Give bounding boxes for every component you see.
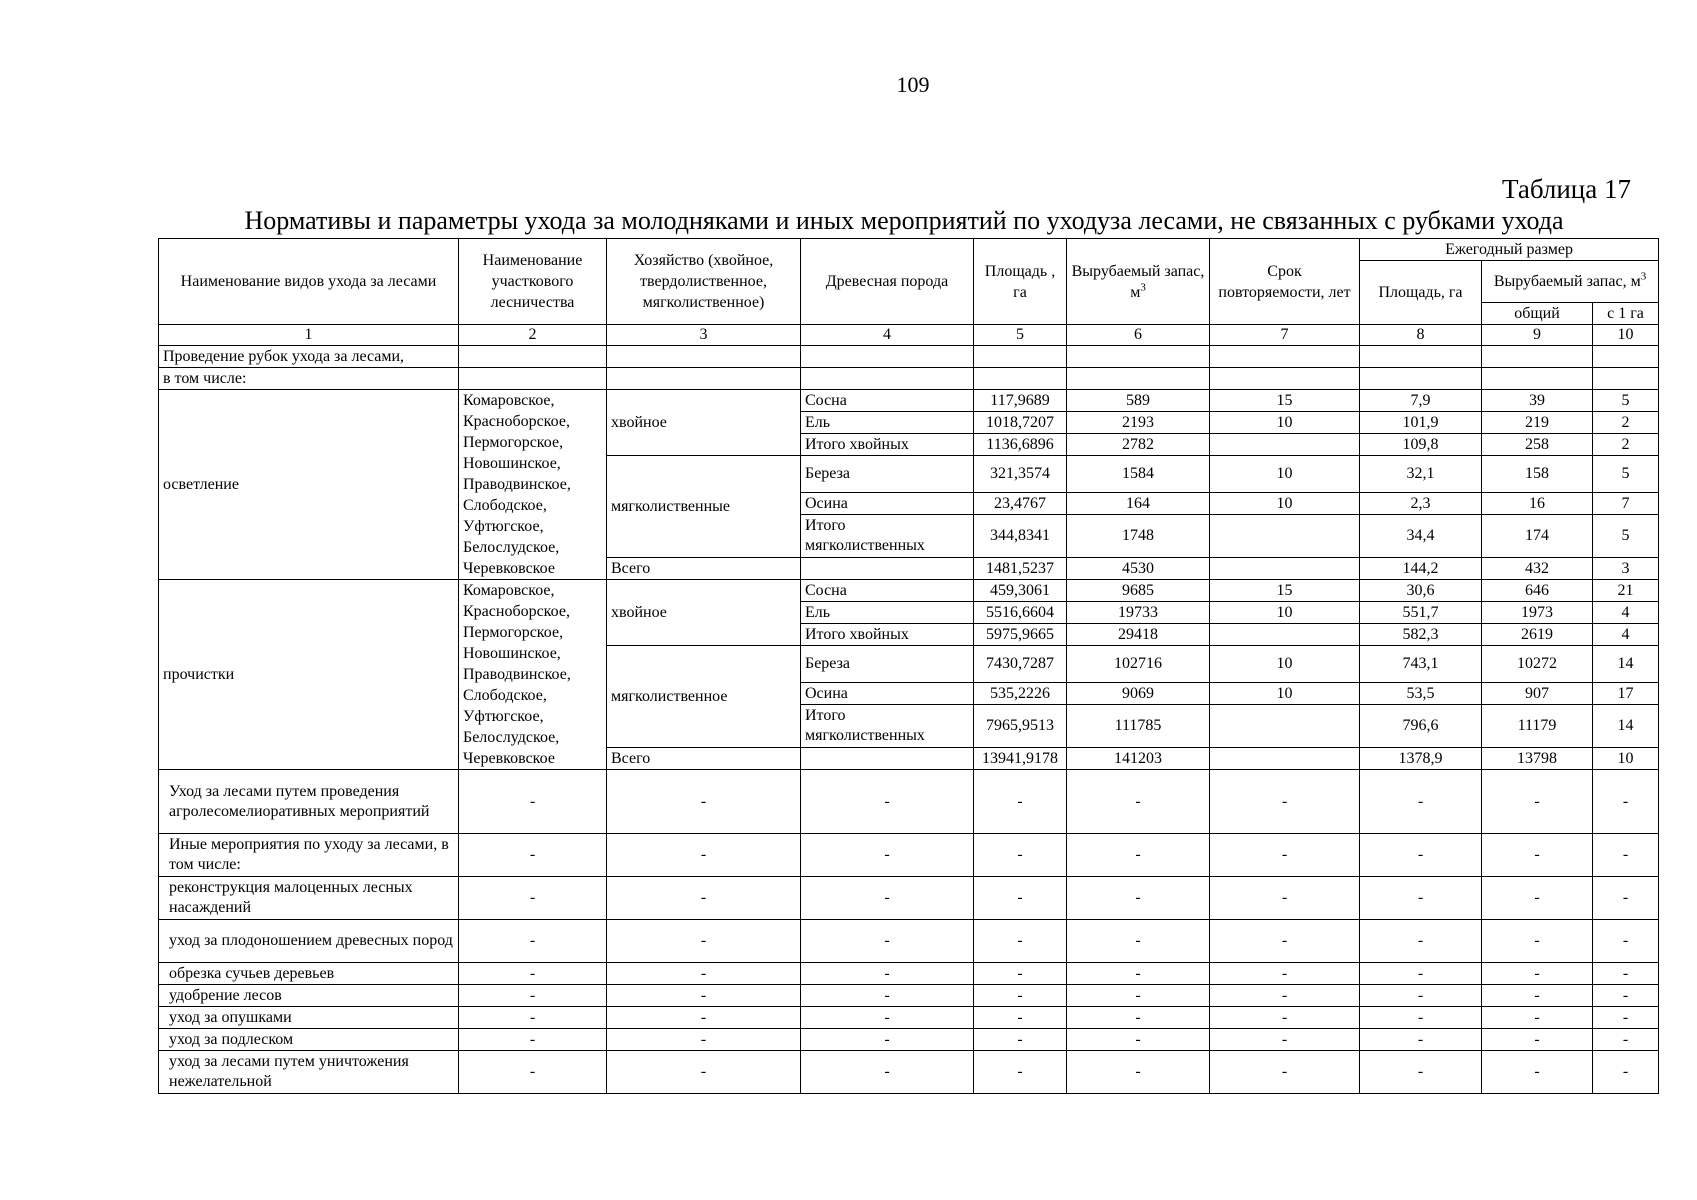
- species-cell: Ель: [801, 412, 974, 434]
- dash-cell: -: [1067, 834, 1210, 877]
- per-ha-cell: 17: [1593, 683, 1659, 705]
- species-cell: Береза: [801, 456, 974, 493]
- intro-line-1: Проведение рубок ухода за лесами,: [159, 346, 459, 368]
- table-row: [159, 963, 1659, 985]
- dash-cell: -: [1593, 920, 1659, 963]
- per-ha-cell: 14: [1593, 646, 1659, 683]
- dash-cell: -: [974, 877, 1067, 920]
- dash-cell: -: [1593, 877, 1659, 920]
- per-ha-cell: 10: [1593, 748, 1659, 770]
- per-ha-cell: 5: [1593, 456, 1659, 493]
- volume-cell: 2193: [1067, 412, 1210, 434]
- annual-total-cell: 39: [1482, 390, 1593, 412]
- dash-cell: -: [607, 1007, 801, 1029]
- species-cell: Итого хвойных: [801, 434, 974, 456]
- area-cell: 23,4767: [974, 493, 1067, 515]
- period-cell: 15: [1210, 580, 1360, 602]
- care-type-osvetlenie: осветление: [159, 390, 459, 580]
- header-area: Площадь , га: [974, 239, 1067, 325]
- activity-name: уход за лесами путем уничтожения нежелательной: [159, 1051, 459, 1094]
- dash-cell: -: [1593, 963, 1659, 985]
- dash-cell: -: [1482, 985, 1593, 1007]
- column-number: 6: [1067, 325, 1210, 346]
- area-cell: 13941,9178: [974, 748, 1067, 770]
- dash-cell: -: [1482, 877, 1593, 920]
- activity-name: уход за опушками: [159, 1007, 459, 1029]
- dash-cell: -: [1067, 877, 1210, 920]
- annual-total-cell: 432: [1482, 558, 1593, 580]
- column-number: 4: [801, 325, 974, 346]
- annual-area-cell: 32,1: [1360, 456, 1482, 493]
- period-cell: 10: [1210, 602, 1360, 624]
- dash-cell: -: [1593, 985, 1659, 1007]
- table-row: [159, 877, 1659, 920]
- species-cell: Сосна: [801, 390, 974, 412]
- activity-name: Уход за лесами путем проведения агролесомелиоративных мероприятий: [159, 770, 459, 834]
- dash-cell: -: [1210, 963, 1360, 985]
- dash-cell: -: [1593, 1007, 1659, 1029]
- dash-cell: -: [1482, 1007, 1593, 1029]
- volume-cell: 1748: [1067, 515, 1210, 558]
- species-cell: Ель: [801, 602, 974, 624]
- period-cell: 10: [1210, 412, 1360, 434]
- intro-line-2: в том числе:: [159, 368, 459, 390]
- area-cell: 7430,7287: [974, 646, 1067, 683]
- dash-cell: -: [459, 1007, 607, 1029]
- activity-name: реконструкция малоценных лесных насаждений: [159, 877, 459, 920]
- annual-area-cell: 743,1: [1360, 646, 1482, 683]
- activity-name: уход за плодоношением древесных пород: [159, 920, 459, 963]
- dash-cell: -: [1067, 770, 1210, 834]
- column-number: 3: [607, 325, 801, 346]
- volume-cell: 4530: [1067, 558, 1210, 580]
- farm-conifer: хвойное: [607, 390, 801, 456]
- area-cell: 321,3574: [974, 456, 1067, 493]
- dash-cell: -: [801, 1051, 974, 1094]
- dash-cell: -: [1593, 1029, 1659, 1051]
- dash-cell: -: [607, 1051, 801, 1094]
- dash-cell: -: [1210, 1007, 1360, 1029]
- annual-area-cell: 2,3: [1360, 493, 1482, 515]
- dash-cell: -: [1067, 920, 1210, 963]
- dash-cell: -: [459, 985, 607, 1007]
- table-row: [159, 580, 1659, 602]
- dash-cell: -: [1360, 920, 1482, 963]
- dash-cell: -: [459, 877, 607, 920]
- table-row: [159, 1051, 1659, 1094]
- period-cell: [1210, 515, 1360, 558]
- per-ha-cell: 3: [1593, 558, 1659, 580]
- forestries-osvetlenie: Комаровское, Красноборское, Пермогорское, Новошинское, Праводвинское, Слободское, Уфтюгское, Белослудское, Черевковское: [459, 390, 607, 580]
- total-label: Всего: [607, 558, 801, 580]
- dash-cell: -: [801, 985, 974, 1007]
- species-cell: Итого мягколиственных: [801, 515, 974, 558]
- annual-area-cell: 101,9: [1360, 412, 1482, 434]
- species-cell: Осина: [801, 493, 974, 515]
- period-cell: 10: [1210, 456, 1360, 493]
- per-ha-cell: 7: [1593, 493, 1659, 515]
- dash-cell: -: [607, 920, 801, 963]
- per-ha-cell: 5: [1593, 515, 1659, 558]
- dash-cell: -: [1210, 985, 1360, 1007]
- annual-total-cell: 13798: [1482, 748, 1593, 770]
- table-row: [159, 985, 1659, 1007]
- dash-cell: -: [1482, 1051, 1593, 1094]
- page-number: 109: [896, 72, 930, 97]
- volume-cell: 9685: [1067, 580, 1210, 602]
- header-farm: Хозяйство (хвойное, твердолиственное, мягколиственное): [607, 239, 801, 325]
- annual-area-cell: 582,3: [1360, 624, 1482, 646]
- species-cell: Осина: [801, 683, 974, 705]
- dash-cell: -: [1593, 770, 1659, 834]
- annual-area-cell: 53,5: [1360, 683, 1482, 705]
- volume-cell: 1584: [1067, 456, 1210, 493]
- column-numbers-row: [159, 325, 1659, 346]
- annual-total-cell: 11179: [1482, 705, 1593, 748]
- annual-total-cell: 16: [1482, 493, 1593, 515]
- dash-cell: -: [607, 963, 801, 985]
- activity-name: Иные мероприятия по уходу за лесами, в том числе:: [159, 834, 459, 877]
- dash-cell: -: [801, 920, 974, 963]
- dash-cell: -: [1482, 1029, 1593, 1051]
- dash-cell: -: [459, 963, 607, 985]
- annual-total-cell: 646: [1482, 580, 1593, 602]
- header-period: Срок повторяемости, лет: [1210, 239, 1360, 325]
- period-cell: 10: [1210, 646, 1360, 683]
- dash-cell: -: [1067, 985, 1210, 1007]
- dash-cell: -: [801, 834, 974, 877]
- dash-cell: -: [1210, 1029, 1360, 1051]
- dash-cell: -: [1360, 985, 1482, 1007]
- table-label: Таблица 17: [1502, 174, 1631, 204]
- dash-cell: -: [801, 1029, 974, 1051]
- activity-name: удобрение лесов: [159, 985, 459, 1007]
- period-cell: 15: [1210, 390, 1360, 412]
- area-cell: 535,2226: [974, 683, 1067, 705]
- column-number: 9: [1482, 325, 1593, 346]
- annual-area-cell: 796,6: [1360, 705, 1482, 748]
- dash-cell: -: [459, 1051, 607, 1094]
- per-ha-cell: 4: [1593, 602, 1659, 624]
- farm-soft: мягколиственное: [607, 646, 801, 748]
- annual-total-cell: 174: [1482, 515, 1593, 558]
- annual-area-cell: 7,9: [1360, 390, 1482, 412]
- area-cell: 344,8341: [974, 515, 1067, 558]
- annual-total-cell: 1973: [1482, 602, 1593, 624]
- dash-cell: -: [1360, 834, 1482, 877]
- area-cell: 1481,5237: [974, 558, 1067, 580]
- header-annual-volume: Вырубаемый запас, $м^3$: [1482, 261, 1659, 303]
- period-cell: [1210, 434, 1360, 456]
- column-number: 10: [1593, 325, 1659, 346]
- table-title: Нормативы и параметры ухода за молодняками и иных мероприятий по уходуза лесами, не связанных с рубками ухода: [244, 206, 1564, 235]
- volume-cell: 111785: [1067, 705, 1210, 748]
- per-ha-cell: 21: [1593, 580, 1659, 602]
- species-cell: Сосна: [801, 580, 974, 602]
- dash-cell: -: [974, 1051, 1067, 1094]
- volume-cell: 164: [1067, 493, 1210, 515]
- farm-conifer: хвойное: [607, 580, 801, 646]
- dash-cell: -: [1482, 770, 1593, 834]
- dash-cell: -: [1210, 877, 1360, 920]
- dash-cell: -: [1210, 1051, 1360, 1094]
- dash-cell: -: [801, 1007, 974, 1029]
- dash-cell: -: [801, 877, 974, 920]
- area-cell: 1136,6896: [974, 434, 1067, 456]
- annual-area-cell: 34,4: [1360, 515, 1482, 558]
- dash-cell: -: [1067, 963, 1210, 985]
- table-row: [159, 1007, 1659, 1029]
- volume-cell: 589: [1067, 390, 1210, 412]
- dash-cell: -: [1593, 834, 1659, 877]
- dash-cell: -: [974, 770, 1067, 834]
- annual-total-cell: 10272: [1482, 646, 1593, 683]
- header-annual: Ежегодный размер: [1360, 239, 1659, 261]
- annual-total-cell: 219: [1482, 412, 1593, 434]
- header-annual-area: Площадь, га: [1360, 261, 1482, 325]
- dash-cell: -: [974, 920, 1067, 963]
- dash-cell: -: [1593, 1051, 1659, 1094]
- dash-cell: -: [1210, 920, 1360, 963]
- dash-cell: -: [1210, 770, 1360, 834]
- dash-cell: -: [459, 834, 607, 877]
- header-per-ha: с 1 га: [1593, 303, 1659, 325]
- dash-cell: -: [1067, 1007, 1210, 1029]
- dash-cell: -: [974, 963, 1067, 985]
- table-row: [159, 834, 1659, 877]
- dash-cell: -: [974, 985, 1067, 1007]
- dash-cell: -: [974, 1029, 1067, 1051]
- dash-cell: -: [1482, 963, 1593, 985]
- period-cell: 10: [1210, 683, 1360, 705]
- header-forestry: Наименование участкового лесничества: [459, 239, 607, 325]
- dash-cell: -: [1360, 963, 1482, 985]
- dash-cell: -: [1210, 834, 1360, 877]
- area-cell: 7965,9513: [974, 705, 1067, 748]
- period-cell: [1210, 624, 1360, 646]
- annual-area-cell: 144,2: [1360, 558, 1482, 580]
- table-row: [159, 1029, 1659, 1051]
- annual-total-cell: 158: [1482, 456, 1593, 493]
- dash-cell: -: [1067, 1051, 1210, 1094]
- area-cell: 5516,6604: [974, 602, 1067, 624]
- total-label: Всего: [607, 748, 801, 770]
- dash-cell: -: [459, 770, 607, 834]
- dash-cell: -: [1360, 770, 1482, 834]
- table-row: [159, 346, 1659, 368]
- period-cell: [1210, 705, 1360, 748]
- species-cell: Итого мягколиственных: [801, 705, 974, 748]
- volume-cell: 2782: [1067, 434, 1210, 456]
- volume-cell: 19733: [1067, 602, 1210, 624]
- dash-cell: -: [1482, 920, 1593, 963]
- care-type-prochistki: прочистки: [159, 580, 459, 770]
- activity-name: обрезка сучьев деревьев: [159, 963, 459, 985]
- farm-soft: мягколиственные: [607, 456, 801, 558]
- column-number: 8: [1360, 325, 1482, 346]
- activity-name: уход за подлеском: [159, 1029, 459, 1051]
- forest-care-table: [158, 238, 1659, 1094]
- per-ha-cell: 4: [1593, 624, 1659, 646]
- header-care-type: Наименование видов ухода за лесами: [159, 239, 459, 325]
- dash-cell: -: [1360, 877, 1482, 920]
- area-cell: 459,3061: [974, 580, 1067, 602]
- annual-area-cell: 109,8: [1360, 434, 1482, 456]
- table-row: [159, 770, 1659, 834]
- dash-cell: -: [1067, 1029, 1210, 1051]
- volume-cell: 29418: [1067, 624, 1210, 646]
- dash-cell: -: [607, 1029, 801, 1051]
- dash-cell: -: [1360, 1029, 1482, 1051]
- dash-cell: -: [607, 834, 801, 877]
- area-cell: 117,9689: [974, 390, 1067, 412]
- dash-cell: -: [801, 963, 974, 985]
- dash-cell: -: [607, 985, 801, 1007]
- header-species: Древесная порода: [801, 239, 974, 325]
- column-number: 7: [1210, 325, 1360, 346]
- dash-cell: -: [1360, 1007, 1482, 1029]
- dash-cell: -: [459, 920, 607, 963]
- annual-area-cell: 551,7: [1360, 602, 1482, 624]
- dash-cell: -: [1482, 834, 1593, 877]
- area-cell: 1018,7207: [974, 412, 1067, 434]
- dash-cell: -: [974, 1007, 1067, 1029]
- header-volume: Вырубаемый запас, $м^3$: [1067, 239, 1210, 325]
- volume-cell: 9069: [1067, 683, 1210, 705]
- column-number: 1: [159, 325, 459, 346]
- dash-cell: -: [459, 1029, 607, 1051]
- annual-total-cell: 907: [1482, 683, 1593, 705]
- annual-area-cell: 1378,9: [1360, 748, 1482, 770]
- forestries-prochistki: Комаровское, Красноборское, Пермогорское, Новошинское, Праводвинское, Слободское, Уфтюгское, Белослудское, Черевковское: [459, 580, 607, 770]
- volume-cell: 141203: [1067, 748, 1210, 770]
- dash-cell: -: [1360, 1051, 1482, 1094]
- period-cell: 10: [1210, 493, 1360, 515]
- dash-cell: -: [974, 834, 1067, 877]
- volume-cell: 102716: [1067, 646, 1210, 683]
- per-ha-cell: 2: [1593, 412, 1659, 434]
- per-ha-cell: 2: [1593, 434, 1659, 456]
- dash-cell: -: [607, 877, 801, 920]
- per-ha-cell: 14: [1593, 705, 1659, 748]
- column-number: 5: [974, 325, 1067, 346]
- species-cell: Береза: [801, 646, 974, 683]
- annual-total-cell: 258: [1482, 434, 1593, 456]
- table-row: [159, 920, 1659, 963]
- dash-cell: -: [607, 770, 801, 834]
- other-activities: [159, 770, 1659, 1094]
- area-cell: 5975,9665: [974, 624, 1067, 646]
- species-cell: Итого хвойных: [801, 624, 974, 646]
- header-annual-total: общий: [1482, 303, 1593, 325]
- column-number: 2: [459, 325, 607, 346]
- per-ha-cell: 5: [1593, 390, 1659, 412]
- dash-cell: -: [801, 770, 974, 834]
- table-row: [159, 390, 1659, 412]
- table-row: [159, 368, 1659, 390]
- annual-area-cell: 30,6: [1360, 580, 1482, 602]
- annual-total-cell: 2619: [1482, 624, 1593, 646]
